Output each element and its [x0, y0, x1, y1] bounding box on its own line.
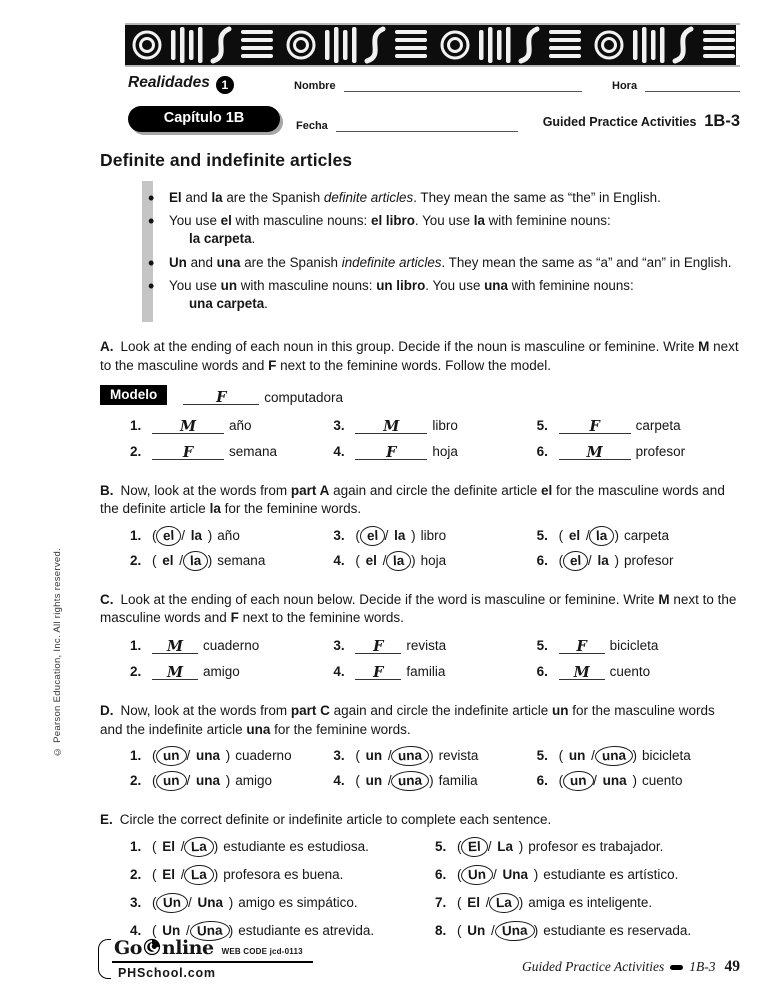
part-e-items — [130, 839, 740, 951]
paren-close — [204, 528, 212, 543]
part-label: E. — [100, 812, 113, 828]
paren-close — [222, 748, 230, 763]
noun-item: 3. F revista — [333, 638, 447, 656]
nombre-label: Nombre — [294, 80, 336, 92]
handwritten-answer: F — [373, 638, 384, 656]
article-option[interactable]: un — [156, 746, 187, 767]
handwritten-answer: F — [386, 443, 397, 461]
modelo-label: Modelo — [100, 385, 167, 405]
article-option[interactable]: Un — [156, 892, 189, 913]
noun-item: 3. M libro — [333, 417, 458, 435]
article-choice-item: 4. ( el / la ) hoja — [333, 553, 536, 569]
footer-activity-title: Guided Practice Activities — [522, 959, 665, 974]
worksheet-body — [100, 150, 740, 964]
article-option[interactable]: El — [162, 866, 176, 882]
article-choice-item: 5. ( el / la ) carpeta — [537, 528, 740, 544]
paren-open — [559, 748, 567, 763]
article-option[interactable]: el — [156, 525, 182, 546]
sentence-text: estudiante es atrevida. — [238, 922, 375, 938]
article-option[interactable]: un — [563, 771, 594, 792]
sentence-choice-item: 4. ( Un / Una ) estudiante es atrevida. — [130, 923, 435, 939]
part-a — [100, 338, 740, 468]
article-option[interactable]: la — [589, 525, 615, 546]
article-choice-item: 1. ( el / la ) año — [130, 528, 333, 544]
paren-open — [152, 553, 160, 568]
activity-title: Guided Practice Activities — [542, 115, 697, 129]
paren-close — [225, 895, 233, 910]
grammar-bullet-list — [169, 189, 740, 313]
noun-word: amigo — [235, 773, 273, 789]
part-c — [100, 591, 740, 689]
noun-item: 5. F carpeta — [536, 417, 681, 435]
handwritten-answer: F — [576, 638, 587, 656]
noun-word: revista — [438, 748, 479, 764]
article-option[interactable]: un — [365, 773, 383, 789]
sentence-choice-item: 5. ( El / La ) profesor es trabajador. — [435, 839, 740, 855]
paren-open — [355, 553, 363, 568]
article-option[interactable]: la — [386, 550, 412, 571]
answer-blank[interactable] — [559, 637, 605, 654]
article-choice-item: 6. ( un / una ) cuento — [537, 773, 740, 789]
article-option[interactable]: Una — [494, 920, 534, 941]
noun-word: cuaderno — [203, 638, 260, 654]
noun-word: cuento — [641, 773, 683, 789]
article-choice-item: 1. ( un / una ) cuaderno — [130, 748, 333, 764]
go-text: Go — [114, 937, 142, 959]
handwritten-answer: M — [166, 638, 184, 656]
go-online-logo[interactable] — [98, 936, 313, 980]
handwritten-answer: M — [383, 417, 400, 435]
article-option[interactable]: una — [391, 771, 430, 792]
paren-open — [457, 895, 465, 910]
sentence-text: estudiante es estudiosa. — [223, 838, 369, 854]
sentence-text: profesora es buena. — [223, 866, 344, 882]
article-option[interactable]: La — [489, 892, 519, 913]
article-option[interactable]: un — [156, 771, 187, 792]
article-option[interactable]: Un — [467, 922, 486, 938]
noun-word: profesor — [623, 552, 674, 568]
sentence-choice-item: 3. ( Un / Una ) amigo es simpático. — [130, 895, 435, 911]
noun-item: 6. M profesor — [536, 443, 686, 461]
level-badge: 1 — [216, 76, 234, 94]
paren-close — [530, 867, 538, 882]
answer-blank[interactable] — [152, 663, 198, 680]
handwritten-answer: F — [216, 388, 227, 406]
sentence-choice-item: 6. ( Un / Una ) estudiante es artístico. — [435, 867, 740, 883]
noun-word: semana — [229, 443, 278, 459]
decorative-banner — [125, 23, 740, 67]
tribal-pattern-art — [125, 25, 736, 65]
article-choice-item: 2. ( un / una ) amigo — [130, 773, 333, 789]
page-footer — [98, 936, 740, 980]
sentence-text: amigo es simpático. — [238, 894, 358, 910]
noun-item: 2. M amigo — [130, 664, 240, 682]
article-option[interactable]: el — [162, 552, 174, 568]
noun-word: hoja — [432, 443, 458, 459]
paren-close — [515, 839, 523, 854]
noun-item: 1. M cuaderno — [130, 638, 260, 656]
paren-close — [629, 773, 637, 788]
activity-code: 1B-3 — [704, 112, 740, 130]
article-option[interactable]: la — [597, 552, 609, 568]
article-option[interactable]: Un — [461, 864, 494, 885]
article-option[interactable]: Una — [197, 894, 224, 910]
article-option[interactable]: el — [365, 552, 377, 568]
realidades-logo — [128, 74, 294, 92]
noun-word: año — [229, 417, 252, 433]
page-number: 49 — [724, 958, 740, 975]
answer-blank[interactable] — [152, 443, 224, 460]
part-b — [100, 482, 740, 578]
sentence-text: estudiante es reservada. — [543, 922, 692, 938]
answer-blank[interactable] — [559, 417, 631, 434]
grammar-bullet: • You use un with masculine nouns: un libro. You use una with feminine nouns: una carpeta. — [169, 277, 740, 313]
paren-close — [407, 528, 415, 543]
nombre-field — [294, 80, 582, 92]
handwritten-answer: M — [586, 443, 603, 461]
paren-open — [355, 748, 363, 763]
handwritten-answer: F — [182, 443, 194, 461]
footer-activity-code: 1B-3 — [689, 959, 716, 974]
noun-word: carpeta — [623, 527, 669, 543]
article-option[interactable]: una — [391, 746, 430, 767]
activity-heading — [532, 112, 740, 132]
grammar-bullet: • El and la are the Spanish definite articles. They mean the same as “the” in English. — [169, 189, 740, 207]
article-option[interactable]: El — [461, 836, 488, 857]
article-option[interactable]: el — [568, 527, 581, 543]
answer-blank[interactable] — [355, 417, 427, 434]
sentence-choice-item: 1. ( El / La ) estudiante es estudiosa. — [130, 839, 435, 855]
article-option[interactable]: El — [467, 894, 481, 910]
article-option[interactable]: la — [394, 527, 406, 543]
article-option[interactable]: La — [497, 838, 514, 854]
article-choice-item: 4. ( un / una ) familia — [333, 773, 536, 789]
noun-word: revista — [406, 638, 447, 654]
article-choice-item: 3. ( el / la ) libro — [333, 528, 536, 544]
article-choice-item: 5. ( un / una ) bicicleta — [537, 748, 740, 764]
noun-item: 5. F bicicleta — [536, 638, 659, 656]
copyright-text: © Pearson Education, Inc. All rights reserved. — [52, 548, 63, 758]
part-d — [100, 702, 740, 798]
answer-blank[interactable] — [559, 443, 631, 460]
article-option[interactable]: La — [184, 864, 214, 885]
answer-blank[interactable] — [559, 663, 605, 680]
web-code: WEB CODE jcd-0113 — [221, 947, 303, 956]
part-e-instructions: E. Circle the correct definite or indefinite article to complete each sentence. — [100, 812, 552, 828]
noun-item: 2. F semana — [130, 443, 278, 461]
swirl-o-icon — [143, 938, 161, 956]
article-option[interactable]: una — [196, 773, 221, 789]
handwritten-answer: M — [166, 664, 184, 682]
article-option[interactable]: La — [184, 836, 214, 857]
handwritten-answer: M — [179, 417, 197, 435]
noun-word: cuento — [609, 664, 651, 680]
hora-field — [612, 80, 740, 92]
article-option[interactable]: el — [563, 550, 589, 571]
part-b-instructions: B. Now, look at the words from part A again and circle the definite article el for the masculine words and the definite article la for the feminine words. — [100, 482, 725, 517]
article-option[interactable]: un — [568, 748, 586, 764]
noun-word: familia — [406, 664, 446, 680]
paren-close — [222, 773, 230, 788]
article-option[interactable]: una — [594, 746, 633, 767]
part-a-instructions: A. Look at the ending of each noun in this group. Decide if the noun is masculine or feminine. Write M next to the masculine words and F next to the feminine words. Follow the model. — [100, 339, 739, 373]
answer-blank[interactable] — [152, 637, 198, 654]
noun-word: año — [217, 527, 240, 543]
part-c-instructions: C. Look at the ending of each noun below. Decide if the word is masculine or feminine. Write M next to the masculine words and F next to the feminine words. — [100, 591, 737, 626]
part-label: A. — [100, 339, 114, 355]
chapter-badge: Capítulo 1B — [128, 106, 280, 132]
noun-item: 1. M año — [130, 417, 252, 435]
noun-word: bicicleta — [641, 748, 691, 764]
online-text: nline — [161, 937, 214, 959]
article-option[interactable]: una — [196, 748, 221, 764]
article-choice-item: 3. ( un / una ) revista — [333, 748, 536, 764]
worksheet-header — [128, 74, 740, 132]
sentence-text: estudiante es artístico. — [543, 866, 679, 882]
paren-open — [559, 528, 567, 543]
part-e — [100, 811, 740, 951]
article-option[interactable]: Un — [162, 922, 181, 938]
page-title: Definite and indefinite articles — [100, 150, 353, 170]
sentence-text: amiga es inteligente. — [528, 894, 653, 910]
handwritten-answer: M — [573, 664, 590, 682]
noun-word: profesor — [635, 443, 686, 459]
answer-blank[interactable] — [355, 443, 427, 460]
hora-label: Hora — [612, 80, 638, 92]
noun-word: carpeta — [635, 417, 681, 433]
noun-word: cuaderno — [235, 748, 292, 764]
part-d-instructions: D. Now, look at the words from part C again and circle the indefinite article un for the masculine words and the indefinite article una for the feminine words. — [100, 703, 715, 737]
article-option[interactable]: una — [602, 773, 627, 789]
noun-word: libro — [432, 417, 458, 433]
paren-open — [355, 773, 363, 788]
grammar-bullet: • You use el with masculine nouns: el libro. You use la with feminine nouns: la carpeta. — [169, 212, 740, 248]
noun-item: 4. F familia — [333, 664, 446, 682]
part-d-items — [130, 748, 740, 798]
article-option[interactable]: Una — [189, 920, 229, 941]
paren-open — [152, 839, 160, 854]
part-c-items — [130, 637, 740, 689]
fecha-label: Fecha — [296, 120, 328, 132]
noun-word: amigo — [203, 664, 240, 680]
phschool-link[interactable]: PHSchool.com — [118, 966, 216, 980]
article-option[interactable]: Una — [502, 866, 529, 882]
noun-word: libro — [420, 527, 447, 543]
modelo-row — [100, 385, 740, 405]
brand-name: Realidades — [128, 74, 210, 91]
part-b-items — [130, 528, 740, 578]
paren-open — [152, 867, 160, 882]
sentence-text: profesor es trabajador. — [528, 838, 664, 854]
article-option[interactable]: un — [365, 748, 383, 764]
nombre-blank-line[interactable] — [344, 88, 582, 92]
part-a-items — [130, 417, 740, 469]
fecha-field — [296, 120, 518, 132]
noun-word: hoja — [420, 552, 447, 568]
sentence-choice-item: 7. ( El / La ) amiga es inteligente. — [435, 895, 740, 911]
answer-blank[interactable] — [183, 388, 259, 405]
handwritten-answer: F — [589, 417, 600, 435]
article-option[interactable]: El — [162, 838, 176, 854]
noun-word: familia — [438, 773, 478, 789]
sentence-choice-item: 2. ( El / La ) profesora es buena. — [130, 867, 435, 883]
answer-blank[interactable] — [355, 637, 401, 654]
footer-page-info — [522, 958, 740, 980]
noun-word: computadora — [264, 389, 344, 405]
noun-word: bicicleta — [609, 638, 659, 654]
dash-icon — [670, 965, 683, 970]
paren-close — [611, 553, 619, 568]
article-option[interactable]: la — [182, 550, 208, 571]
part-label: D. — [100, 703, 114, 719]
answer-blank[interactable] — [152, 417, 224, 434]
noun-item: 6. M cuento — [536, 664, 651, 682]
article-choice-item: 2. ( el / la ) semana — [130, 553, 333, 569]
part-label: B. — [100, 482, 114, 498]
noun-item: 4. F hoja — [333, 443, 458, 461]
article-choice-item: 6. ( el / la ) profesor — [537, 553, 740, 569]
part-label: C. — [100, 591, 114, 607]
grammar-info-box — [142, 181, 740, 322]
article-option[interactable]: el — [359, 525, 385, 546]
grammar-bullet: • Un and una are the Spanish indefinite articles. They mean the same as “a” and “an” in English. — [169, 254, 740, 272]
handwritten-answer: F — [373, 664, 384, 682]
answer-blank[interactable] — [355, 663, 401, 680]
noun-word: semana — [217, 552, 266, 568]
article-option[interactable]: la — [190, 527, 203, 543]
hora-blank-line[interactable] — [645, 88, 740, 92]
sentence-choice-item: 8. ( Un / Una ) estudiante es reservada. — [435, 923, 740, 939]
fecha-blank-line[interactable] — [336, 128, 518, 132]
